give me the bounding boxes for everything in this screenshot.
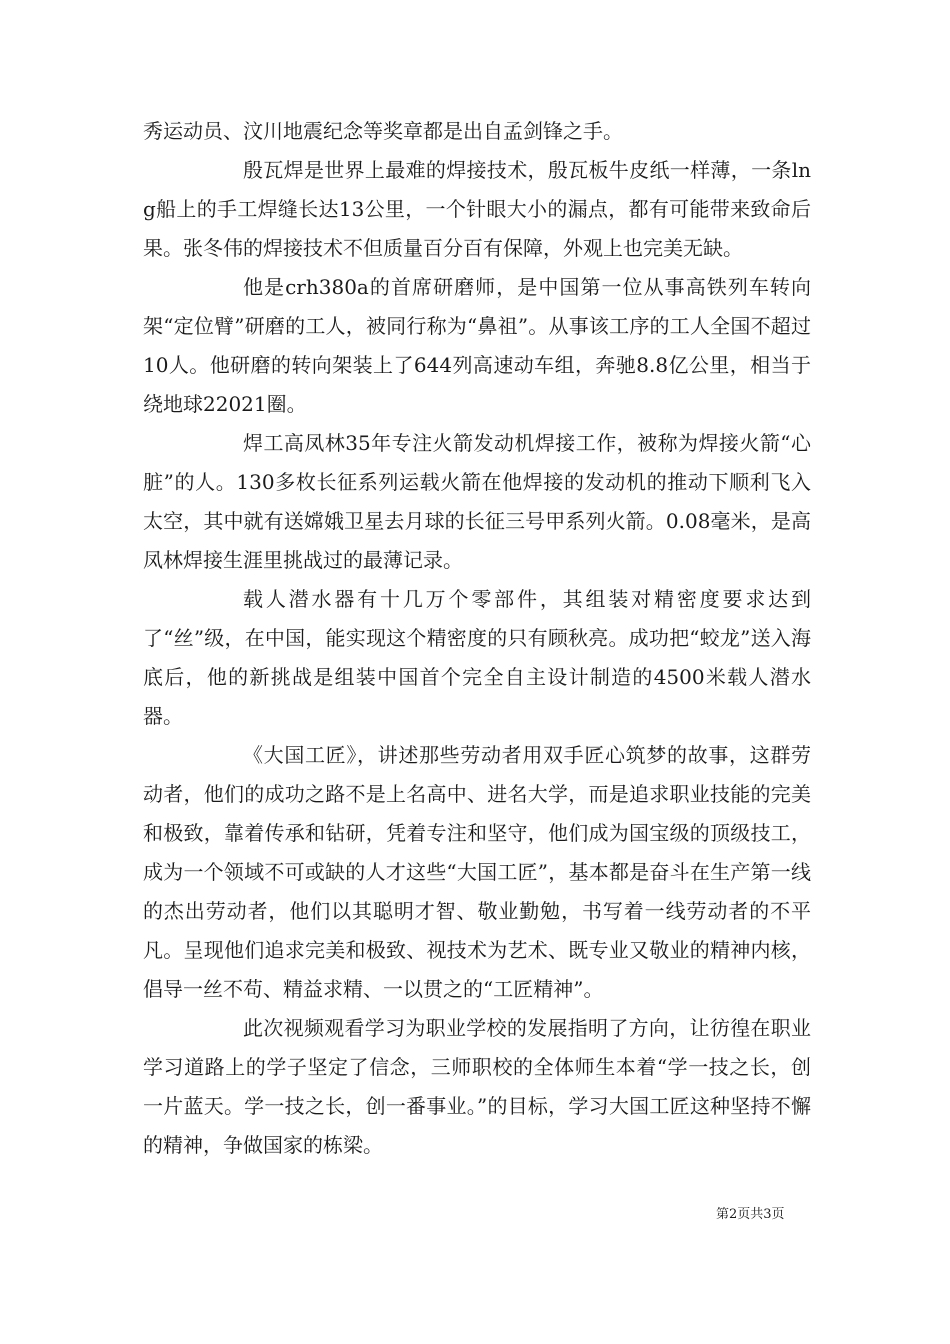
paragraph-conclusion: 此次视频观看学习为职业学校的发展指明了方向，让彷徨在职业学习道路上的学子坚定了信念，三师职校的全体师生本着“学一技之长，创一片蓝天。学一技之长，创一番事业。”的目标，学习大国工匠这种坚持不懈的精神，争做国家的栋梁。: [143, 1016, 811, 1157]
paragraph-submersible: 载人潜水器有十几万个零部件，其组装对精密度要求达到了“丝”级，在中国，能实现这个精密度的只有顾秋亮。成功把“蛟龙”送入海底后，他的新挑战是组装中国首个完全自主设计制造的4500米载人潜水器。: [143, 587, 811, 728]
page-number: 第2页共3页: [716, 1207, 785, 1222]
paragraph-continuation: 秀运动员、汶川地震纪念等奖章都是出自孟剑锋之手。: [143, 119, 623, 143]
paragraph-great-craftsmen: 《大国工匠》，讲述那些劳动者用双手匠心筑梦的故事，这群劳动者，他们的成功之路不是上名高中、进名大学，而是追求职业技能的完美和极致，靠着传承和钻研，凭着专注和坚守，他们成为国宝级的顶级技工，成为一个领域不可或缺的人才这些“大国工匠”，基本都是奋斗在生产第一线的杰出劳动者，他们以其聪明才智、敬业勤勉，书写着一线劳动者的不平凡。呈现他们追求完美和极致、视技术为艺术、既专业又敬业的精神内核，倡导一丝不苟、精益求精、一以贯之的“工匠精神”。: [143, 743, 811, 1001]
paragraph-invar-welding: 殷瓦焊是世界上最难的焊接技术，殷瓦板牛皮纸一样薄，一条lng船上的手工焊缝长达13公里，一个针眼大小的漏点，都有可能带来致命后果。张冬伟的焊接技术不但质量百分百有保障，外观上也完美无缺。: [143, 158, 811, 260]
paragraph-crh380a-grinder: 他是crh380a的首席研磨师，是中国第一位从事高铁列车转向架“定位臂”研磨的工人，被同行称为“鼻祖”。从事该工序的工人全国不超过10人。他研磨的转向架装上了644列高速动车组，奔驰8.8亿公里，相当于绕地球22021圈。: [143, 275, 811, 416]
paragraph-rocket-welder: 焊工高凤林35年专注火箭发动机焊接工作，被称为焊接火箭“心脏”的人。130多枚长征系列运载火箭在他焊接的发动机的推动下顺利飞入太空，其中就有送嫦娥卫星去月球的长征三号甲系列火箭。0.08毫米，是高凤林焊接生涯里挑战过的最薄记录。: [143, 431, 811, 572]
body-text: [143, 112, 811, 1165]
